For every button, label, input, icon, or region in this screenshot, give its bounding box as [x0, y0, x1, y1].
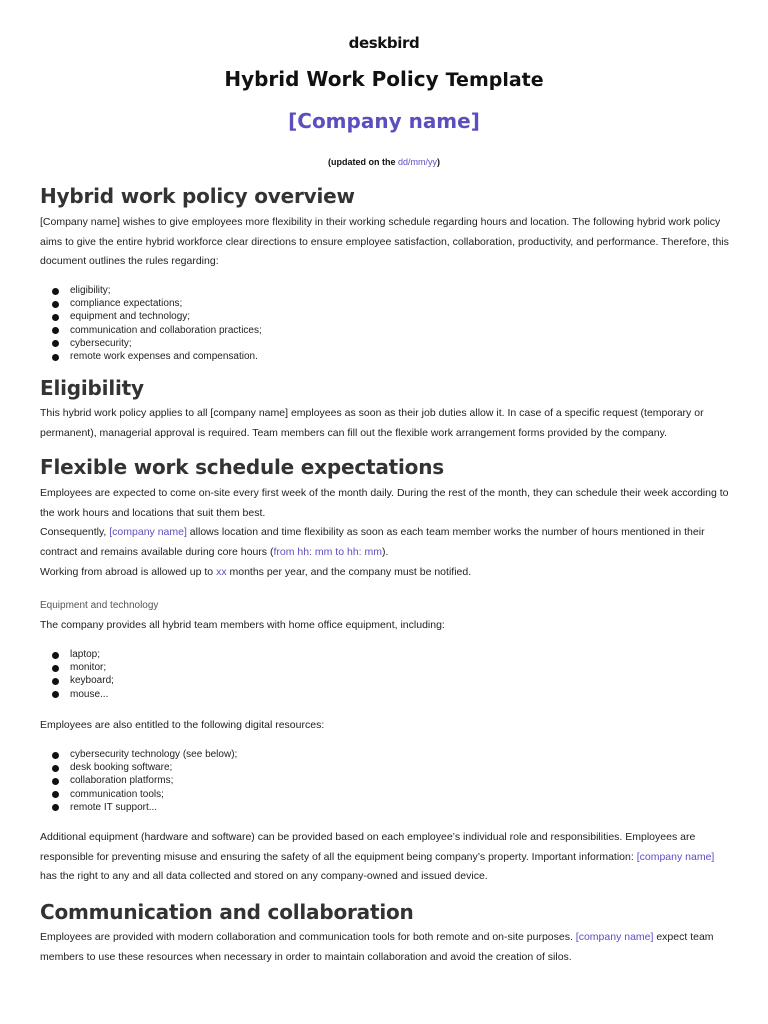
brand-logo: deskbird [348, 34, 420, 52]
schedule-paragraph-3 [40, 563, 732, 583]
communication-text [40, 928, 732, 967]
updated-date-value: dd/mm/yy [397, 157, 437, 167]
schedule-paragraph-1: Employees are expected to come on-site every first week of the month daily. During the rest of the month, they can schedule their week according to the work hours and locations that suit them best. [40, 487, 729, 519]
updated-suffix: ) [437, 157, 440, 167]
list-item: eligibility; [40, 284, 262, 297]
equipment-intro: The company provides all hybrid team members with home office equipment, including: [40, 619, 445, 631]
section-heading-communication: Communication and collaboration [40, 900, 414, 924]
list-item: remote IT support... [40, 801, 237, 814]
list-item: remote work expenses and compensation. [40, 350, 262, 363]
schedule-p3-a: Working from abroad is allowed up to [40, 566, 217, 578]
communication-a: Employees are provided with modern collaboration and communication tools for both remote and on-site purposes. [40, 931, 576, 943]
company-name-link: [company name] [575, 931, 654, 943]
list-item: cybersecurity; [40, 337, 262, 350]
updated-date [0, 157, 768, 167]
list-item: cybersecurity technology (see below); [40, 748, 237, 761]
schedule-p2-c: ). [382, 545, 389, 558]
list-item: keyboard; [40, 674, 114, 687]
list-item: communication tools; [40, 788, 237, 801]
digital-intro: Employees are also entitled to the following digital resources: [40, 719, 325, 731]
title-main: Hybrid Work Policy [224, 67, 439, 91]
list-item: equipment and technology; [40, 310, 262, 323]
section-heading-overview: Hybrid work policy overview [40, 184, 355, 208]
list-item: communication and collaboration practices; [40, 324, 262, 337]
schedule-p2-b: allows location and time flexibility as soon as each team member works the number of hours mentioned in their contract and remains available during core hours ( [40, 526, 705, 558]
list-item: collaboration platforms; [40, 774, 237, 787]
digital-resources-list [40, 748, 237, 814]
updated-prefix: (updated on the [327, 157, 398, 167]
overview-text: [Company name] wishes to give employees more flexibility in their working schedule regarding hours and location. The following hybrid work policy aims to give the entire hybrid workforce clear directions to ensure employee satisfaction, collaboration, productivity, and performance. Therefore, this document outlines the rules regarding: [40, 216, 729, 267]
additional-b: has the right to any and all data collected and stored on any company-owned and issued device. [40, 870, 488, 882]
list-item: monitor; [40, 661, 114, 674]
section-heading-schedule: Flexible work schedule expectations [40, 455, 444, 479]
list-item: laptop; [40, 648, 114, 661]
company-placeholder: [Company name] [288, 109, 480, 133]
eligibility-text: This hybrid work policy applies to all [company name] employees as soon as their job duties allow it. In case of a specific request (temporary or permanent), managerial approval is required. Team members can fill out the flexible work arrangement forms provided by the company. [40, 407, 704, 439]
months-placeholder: xx [216, 566, 227, 578]
list-item: desk booking software; [40, 761, 237, 774]
additional-equipment-text [40, 828, 732, 887]
list-item: compliance expectations; [40, 297, 262, 310]
communication-b: expect team members to use these resources when necessary in order to maintain collaboration and avoid the creation of silos. [40, 931, 714, 963]
company-name-link: [company name] [636, 850, 715, 863]
subheading-equipment: Equipment and technology [40, 600, 159, 611]
core-hours-placeholder: from hh: mm to hh: mm [273, 545, 382, 558]
list-item: mouse... [40, 688, 114, 701]
schedule-p2-a: Consequently, [40, 526, 110, 538]
company-name-link: [company name] [109, 526, 187, 538]
document-title [0, 67, 768, 91]
schedule-p3-b: months per year, and the company must be notified. [226, 566, 472, 578]
section-heading-eligibility: Eligibility [40, 376, 144, 400]
equipment-list [40, 648, 114, 701]
additional-a: Additional equipment (hardware and software) can be provided based on each employee’s individual role and responsibilities. Employees are responsible for preventing misuse and ensuring the safety of all the equipment being company’s property. Important information: [40, 831, 696, 863]
schedule-paragraph-2 [40, 523, 732, 562]
overview-list [40, 284, 262, 363]
title-suffix: Template [445, 69, 544, 91]
